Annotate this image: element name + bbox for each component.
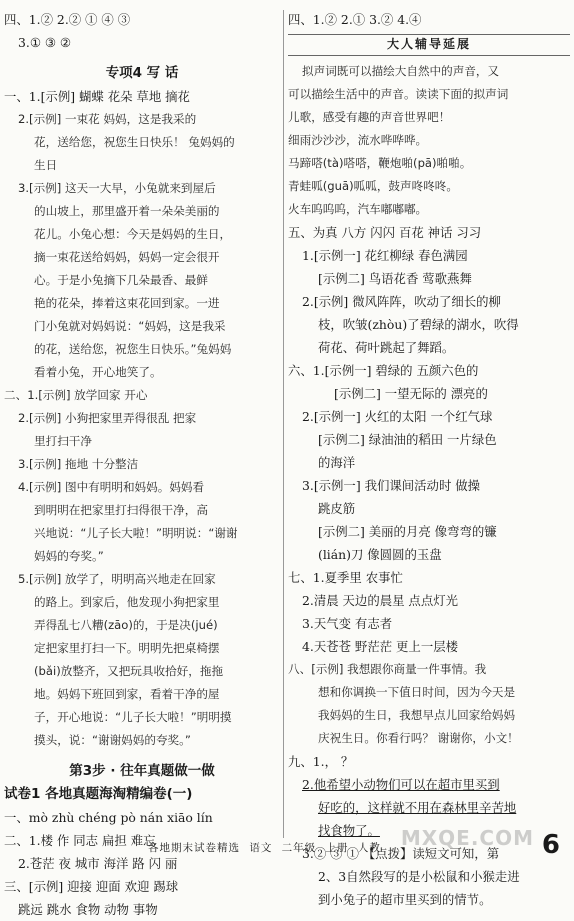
answer-line: 找食物了。 <box>318 823 380 838</box>
watermark: MXQE.COM <box>400 826 534 850</box>
answer-line: 八、[示例] 我想跟你商量一件事情。我 <box>288 662 487 676</box>
answer-line: (bǎi)放整齐，又把玩具收拾好，拖拖 <box>34 664 224 678</box>
answer-line: 四、1.② 2.① 3.② 4.④ <box>288 12 422 27</box>
answer-line: 摸头，说：“谢谢妈妈的夸奖。” <box>34 733 191 747</box>
footer-text: 各地期末试卷精选 语文 二年级 上册 人教 <box>148 842 381 854</box>
spacer <box>4 752 280 760</box>
answer-line: 六、1.[示例一] 碧绿的 五颜六色的 <box>288 363 479 378</box>
answer-line: 5.[示例] 放学了，明明高兴地走在回家 <box>18 572 216 586</box>
answer-line: 的海洋 <box>318 455 356 470</box>
answer-line: 2、3自然段写的是小松鼠和小猴走进 <box>318 869 520 884</box>
answer-line: 3.[示例] 这天一大早，小兔就来到屋后 <box>18 181 216 195</box>
left-column <box>4 8 280 921</box>
answer-line: 一、mò zhù chéng pò nán xiāo lín <box>4 810 213 825</box>
answer-line: [示例二] 鸟语花香 莺歌燕舞 <box>318 271 472 286</box>
answer-line: 4.[示例] 图中有明明和妈妈。妈妈看 <box>18 480 205 494</box>
answer-line: 儿歌，感受有趣的声音世界吧！ <box>288 110 451 124</box>
tip-banner-title: 大人辅导延展 <box>377 36 481 53</box>
answer-line: [示例二] 美丽的月亮 像弯弯的镰 <box>318 524 497 539</box>
answer-line: 五、为真 八方 闪闪 百花 神话 习习 <box>288 225 482 240</box>
answer-line: 3.[示例一] 我们课间活动时 做操 <box>302 478 481 493</box>
answer-line: 3.① ③ ② <box>18 35 72 50</box>
answer-line: 艳的花朵，捧着这束花回到家。一进 <box>34 296 220 310</box>
answer-line: 一、1.[示例] 蝴蝶 花朵 草地 摘花 <box>4 89 190 104</box>
answer-line: 子，开心地说：“儿子长大啦！”明明摸 <box>34 710 232 724</box>
answer-line: 青蛙呱(guā)呱呱，鼓声咚咚咚。 <box>288 179 458 193</box>
answer-line: 看着小兔，开心地笑了。 <box>34 365 162 379</box>
answer-line: 我妈妈的生日，我想早点儿回家给妈妈 <box>318 708 516 722</box>
answer-line: 2.[示例] 微风阵阵，吹动了细长的柳 <box>302 294 501 309</box>
answer-line: 3.② ③ ① 【点拨】读短文可知，第 <box>302 846 500 861</box>
answer-line: 马蹄嗒(tà)嗒嗒，鞭炮啪(pā)啪啪。 <box>288 156 472 170</box>
tip-banner <box>288 34 570 56</box>
answer-line: 庆祝生日。你看行吗？ 谢谢你，小文！ <box>318 731 519 745</box>
answer-line: 三、[示例] 迎接 迎面 欢迎 踢球 <box>4 879 179 894</box>
answer-line: 跳远 跳水 食物 动物 事物 <box>18 902 158 917</box>
answer-line: 荷花、荷叶跳起了舞蹈。 <box>318 340 455 355</box>
answer-line: 火车呜呜呜，汽车嘟嘟嘟。 <box>288 202 428 216</box>
answer-line: 七、1.夏季里 农事忙 <box>288 570 403 585</box>
answer-line: 2.[示例] 一束花 妈妈，这是我采的 <box>18 112 197 126</box>
page-number: 6 <box>541 830 560 860</box>
answer-line: 2.苍茫 夜 城市 海洋 路 闪 丽 <box>18 856 178 871</box>
answer-line: (lián)刀 像圆圆的玉盘 <box>318 547 442 562</box>
answer-line: 二、1.楼 作 同志 扁担 难忘 <box>4 833 156 848</box>
answer-line: 2.[示例一] 火红的太阳 一个红气球 <box>302 409 493 424</box>
answer-line: 定把家里打扫一下。明明先把桌椅摆 <box>34 641 220 655</box>
answer-line: 3.天气变 有志者 <box>302 616 393 631</box>
answer-line: 可以描绘生活中的声音。读读下面的拟声词 <box>288 87 509 101</box>
answer-line: 心。于是小兔摘下几朵最香、最鲜 <box>34 273 208 287</box>
answer-line: 摘一束花送给妈妈，妈妈一定会很开 <box>34 250 220 264</box>
answer-line: 1.[示例一] 花红柳绿 春色满园 <box>302 248 468 263</box>
answer-line: 2.他希望小动物们可以在超市里买到 <box>302 777 500 792</box>
answer-line: 细雨沙沙沙，流水哗哗哗。 <box>288 133 428 147</box>
test-heading: 试卷1 各地真题海淘精编卷(一) <box>4 786 193 802</box>
section-heading: 专项4 写 话 <box>105 65 179 81</box>
answer-line: 3.[示例] 拖地 十分整洁 <box>18 457 139 471</box>
answer-line: 4.天苍苍 野茫茫 更上一层楼 <box>302 639 458 654</box>
answer-line: 拟声词既可以描绘大自然中的声音，又 <box>302 64 500 78</box>
answer-line: 门小兔就对妈妈说：“妈妈，这是我采 <box>34 319 226 333</box>
right-column <box>288 8 570 911</box>
answer-line: 到明明在把家里打扫得很干净，高 <box>34 503 208 517</box>
answer-line: 弄得乱七八糟(zāo)的，于是决(jué) <box>34 618 218 632</box>
answer-line: 的路上。到家后，他发现小狗把家里 <box>34 595 220 609</box>
answer-line: 四、1.② 2.② ① ④ ③ <box>4 12 131 27</box>
answer-line: 兴地说：“儿子长大啦！”明明说：“谢谢 <box>34 526 238 540</box>
answer-line: 生日 <box>34 158 58 172</box>
column-divider <box>283 10 284 838</box>
answer-line: 好吃的，这样就不用在森林里辛苦地 <box>318 800 517 815</box>
answer-line: 2.[示例] 小狗把家里弄得很乱 把家 <box>18 411 197 425</box>
answer-line: 枝，吹皱(zhòu)了碧绿的湖水，吹得 <box>318 317 519 332</box>
answer-line: 花儿。小兔心想：今天是妈妈的生日， <box>34 227 232 241</box>
answer-line: 的花，送给您，祝您生日快乐。”兔妈妈 <box>34 342 232 356</box>
section-heading: 第3步 · 往年真题做一做 <box>69 763 215 779</box>
answer-line: 花，送给您，祝您生日快乐！ 兔妈妈的 <box>34 135 235 149</box>
answer-line: 跳皮筋 <box>318 501 356 516</box>
answer-line: [示例二] 一望无际的 漂亮的 <box>334 386 488 401</box>
answer-line: 的山坡上，那里盛开着一朵朵美丽的 <box>34 204 220 218</box>
answer-line: [示例二] 绿油油的稻田 一片绿色 <box>318 432 497 447</box>
answer-line: 里打扫干净 <box>34 434 92 448</box>
answer-line: 二、1.[示例] 放学回家 开心 <box>4 388 148 402</box>
answer-line: 想和你调换一下值日时间，因为今天是 <box>318 685 516 699</box>
spacer <box>4 54 280 62</box>
answer-line: 到小兔子的超市里买到的情节。 <box>318 892 492 907</box>
answer-line: 九、1.， ？ <box>288 754 354 769</box>
answer-line: 妈妈的夸奖。” <box>34 549 104 563</box>
answer-line: 地。妈妈下班回到家，看着干净的屋 <box>34 687 220 701</box>
answer-line: 2.清晨 天边的晨星 点点灯光 <box>302 593 458 608</box>
